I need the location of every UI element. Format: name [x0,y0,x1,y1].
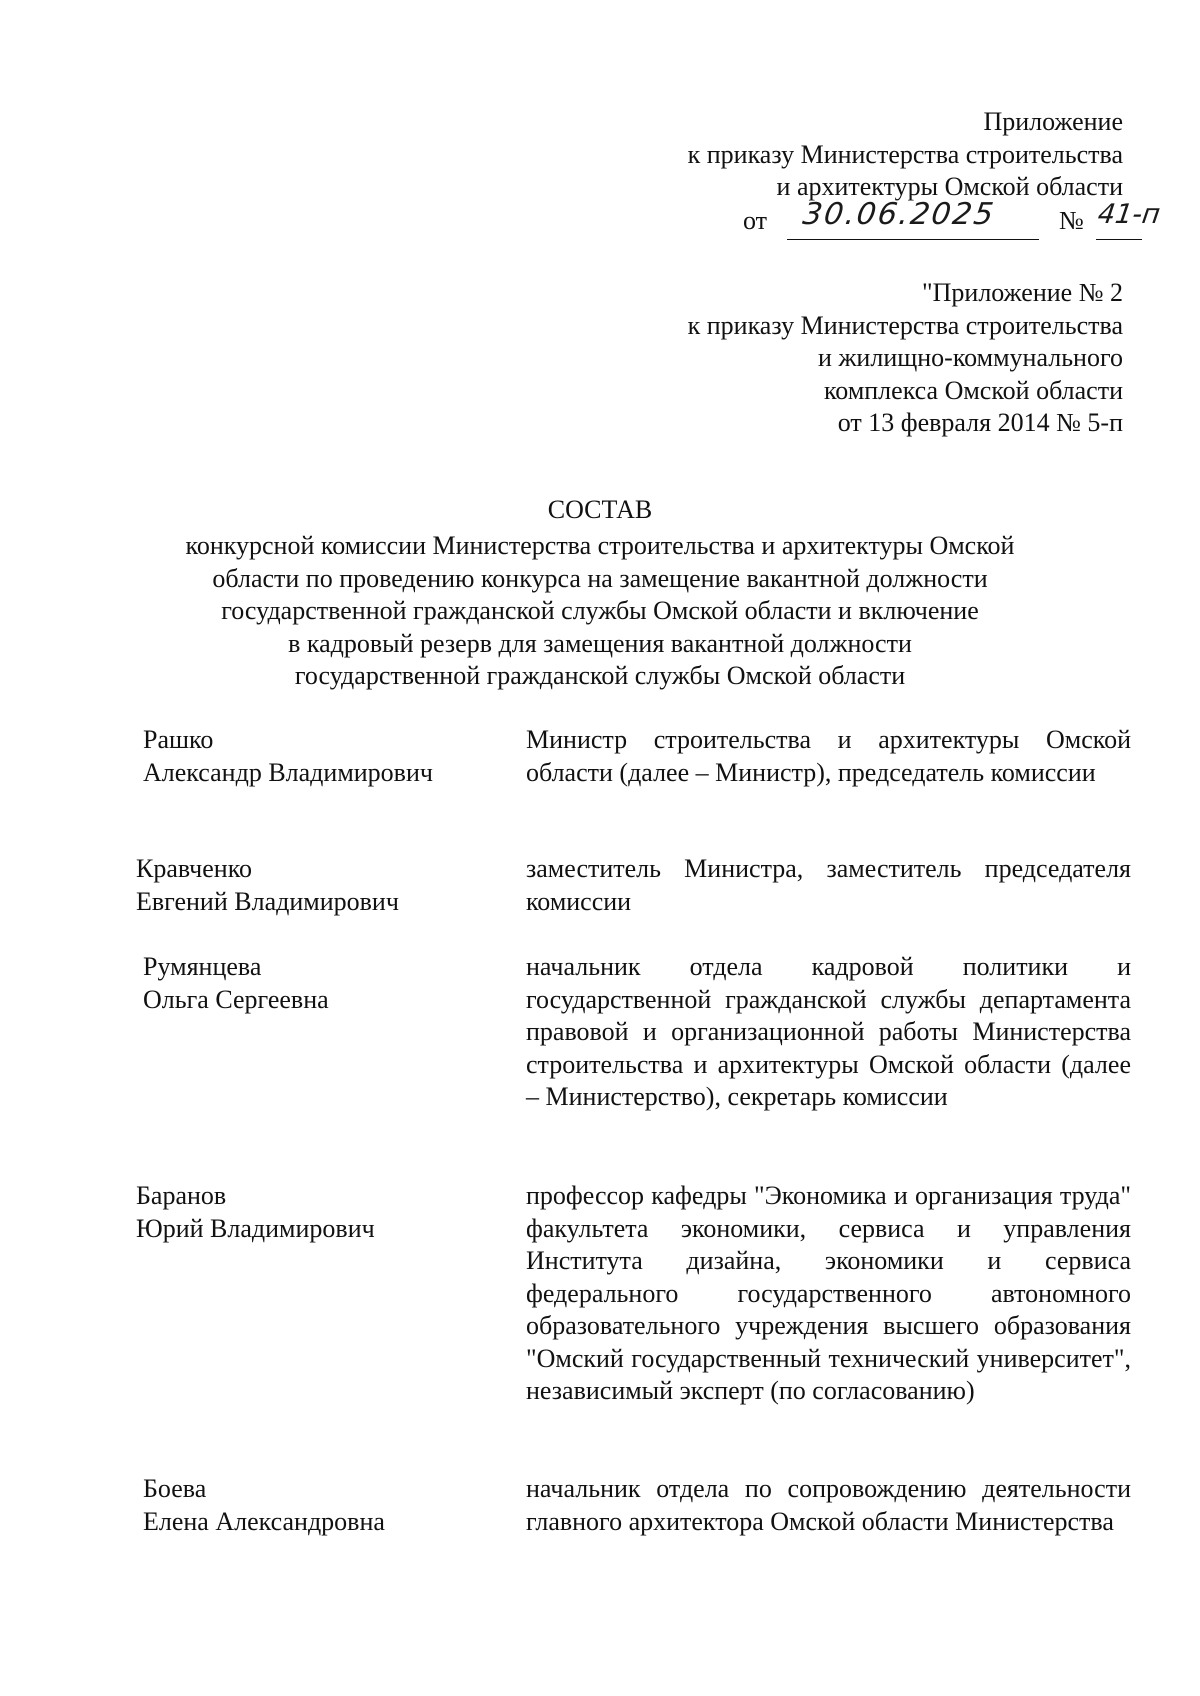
member-role: Министр строительства и архитектуры Омской области (далее – Министр), председатель комиссии [526,725,1131,787]
prior-appendix-line: комплекса Омской области [824,375,1123,405]
order-number-field [1095,199,1163,240]
member-surname: Румянцева [143,952,262,981]
member-given-names: Александр Владимирович [143,757,433,787]
member-surname: Рашко [143,725,214,754]
member-name [136,853,399,918]
prior-appendix-line: "Приложение № 2 [922,278,1123,307]
prior-appendix-line: от 13 февраля 2014 № 5-п [837,408,1123,437]
order-date-handwritten: 30.06.2025 [800,197,998,232]
member-name [143,724,433,789]
member-role: заместитель Министра, заместитель председателя комиссии [526,854,1131,916]
appendix-line: и архитектуры Омской области [776,172,1123,201]
member-role: начальник отдела по сопровождению деятельности главного архитектора Омской области Министерства [526,1474,1131,1536]
subtitle-line: конкурсной комиссии Министерства строительства и архитектуры Омской [185,531,1015,560]
subtitle-line: области по проведению конкурса на замещение вакантной должности [212,563,988,593]
subtitle-line: государственной гражданской службы Омской области и включение [221,596,979,625]
appendix-header [688,106,1123,204]
member-given-names: Елена Александровна [143,1506,385,1536]
member-role: профессор кафедры "Экономика и организация труда" факультета экономики, сервиса и управления Института дизайна, экономики и сервиса федерального государственного автономного образовательного учреждения высшего образования "Омский государственный технический университет", независимый эксперт (по согласованию) [526,1181,1131,1405]
document-subtitle [0,530,1200,693]
document-title: СОСТАВ [547,495,653,524]
order-from-label: от [743,206,768,235]
subtitle-line: в кадровый резерв для замещения вакантной должности [288,628,912,658]
member-surname: Кравченко [136,854,253,883]
member-given-names: Ольга Сергеевна [143,984,329,1014]
order-number-label: № [1059,206,1084,235]
member-role: начальник отдела кадровой политики и государственной гражданской службы департамента правовой и организационной работы Министерства строительства и архитектуры Омской области (далее – Министерство), секретарь комиссии [526,952,1131,1111]
appendix-line: к приказу Министерства строительства [687,139,1123,169]
member-given-names: Юрий Владимирович [136,1213,375,1243]
member-name [143,951,329,1016]
member-surname: Баранов [136,1181,227,1210]
member-surname: Боева [143,1474,207,1503]
order-number-handwritten: 41-п [1095,199,1163,230]
order-date-field [787,197,1039,240]
prior-appendix-line: к приказу Министерства строительства [687,310,1123,340]
prior-appendix-header [688,277,1123,440]
prior-appendix-line: и жилищно-коммунального [818,343,1123,372]
member-given-names: Евгений Владимирович [136,886,399,916]
subtitle-line: государственной гражданской службы Омской области [294,661,906,690]
appendix-title: Приложение [983,107,1123,136]
member-name [143,1473,385,1538]
order-date-number-line [743,197,1163,245]
member-name [136,1180,375,1245]
